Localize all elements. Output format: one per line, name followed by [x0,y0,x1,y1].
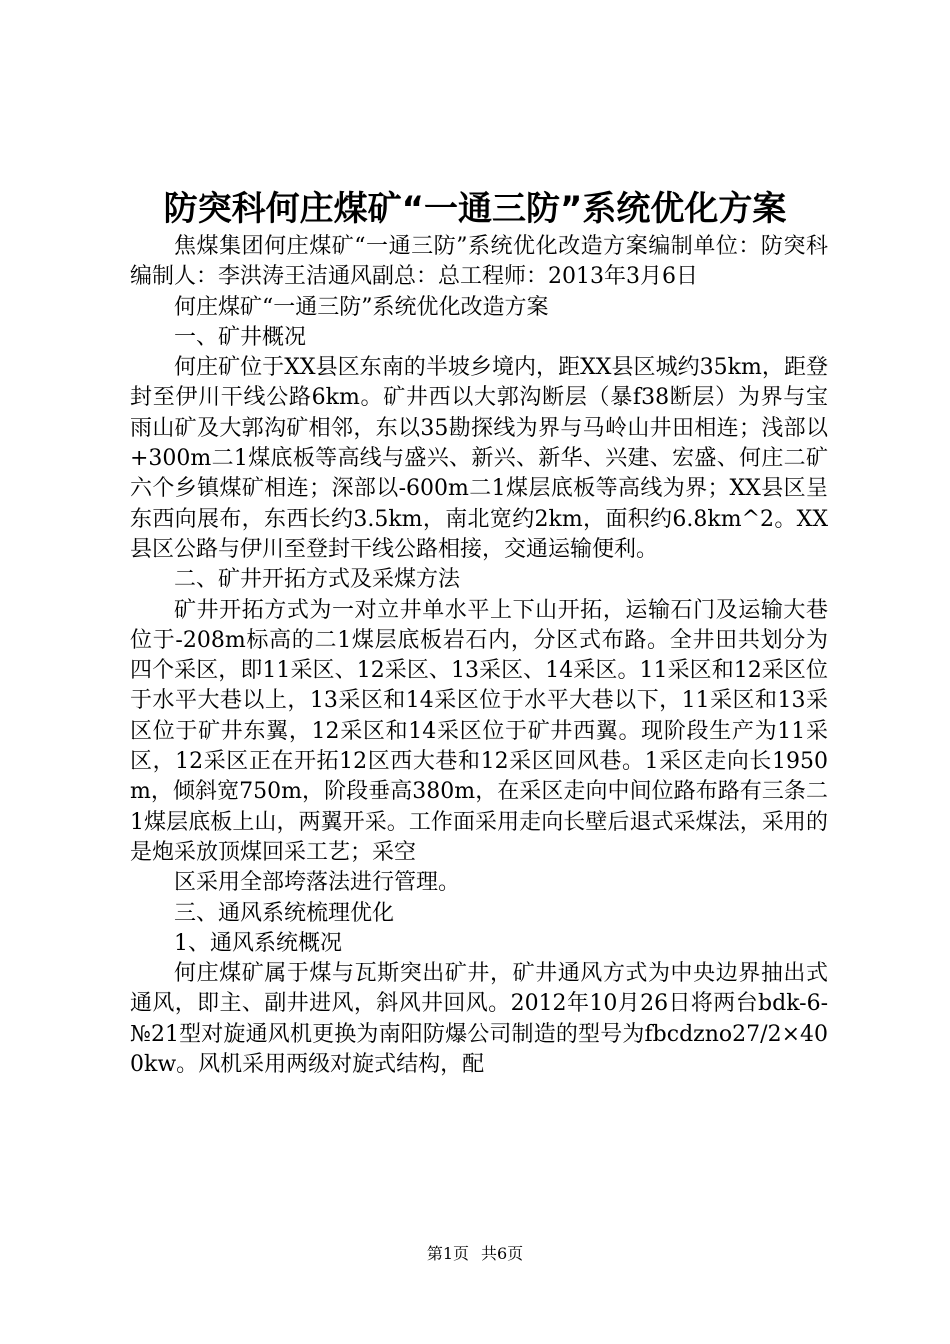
paragraph-development: 矿井开拓方式为一对立井单水平上下山开拓，运输石门及运输大巷位于-208m标高的二1煤层底板岩石内，分区式布路。全井田共划分为四个采区，即11采区、12采区、13采区、14采区。11采区和12采区位于水平大巷以上，13采区和14采区位于水平大巷以下，11采区和13采区位于矿井东翼，12采区和14采区位于矿井西翼。现阶段生产为11采区，12采区正在开拓12区西大巷和12采区回风巷。1采区走向长1950m，倾斜宽750m，阶段垂高380m，在采区走向中间位路布路有三条二1煤层底板上山，两翼开采。工作面采用走向长壁后退式采煤法，采用的是炮采放顶煤回采工艺；采空 [130,597,828,865]
paragraph-overview: 何庄矿位于XX县区东南的半坡乡境内，距XX县区城约35km，距登封至伊川干线公路6km。矿井西以大郭沟断层（暴f38断层）为界与宝雨山矿及大郭沟矿相邻，东以35勘探线为界与马岭山井田相连；浅部以+300m二1煤底板等高线与盛兴、新兴、新华、兴建、宏盛、何庄二矿六个乡镇煤矿相连；深部以-600m二1煤层底板等高线为界；XX县区呈东西向展布，东西长约3.5km，南北宽约2km，面积约6.8km^2。XX县区公路与伊川至登封干线公路相接，交通运输便利。 [130,355,828,562]
section-heading-1: 一、矿井概况 [174,324,307,350]
paragraph-ventilation: 何庄煤矿属于煤与瓦斯突出矿井，矿井通风方式为中央边界抽出式通风，即主、副井进风，斜风井回风。2012年10月26日将两台bdk-6-№21型对旋通风机更换为南阳防爆公司制造的型号为fbcdzno27/2×400kw。风机采用两级对旋式结构，配 [130,961,828,1078]
page-total: 共6页 [481,1244,524,1263]
subsection-heading-1: 1、通风系统概况 [174,930,342,956]
section-heading-3: 三、通风系统梳理优化 [174,900,395,926]
document-title: 防突科何庄煤矿“一通三防”系统优化方案 [163,189,787,229]
section-heading-2: 二、矿井开拓方式及采煤方法 [174,567,461,593]
page-number: 第1页 [426,1244,469,1263]
paragraph-subtitle: 何庄煤矿“一通三防”系统优化改造方案 [174,294,549,320]
paragraph-goaf: 区采用全部垮落法进行管理。 [174,870,461,896]
paragraph-meta: 焦煤集团何庄煤矿“一通三防”系统优化改造方案编制单位：防突科编制人：李洪涛王洁通风副总：总工程师：2013年3月6日 [130,234,828,290]
document-body [130,232,828,1080]
page-footer [0,1242,950,1266]
